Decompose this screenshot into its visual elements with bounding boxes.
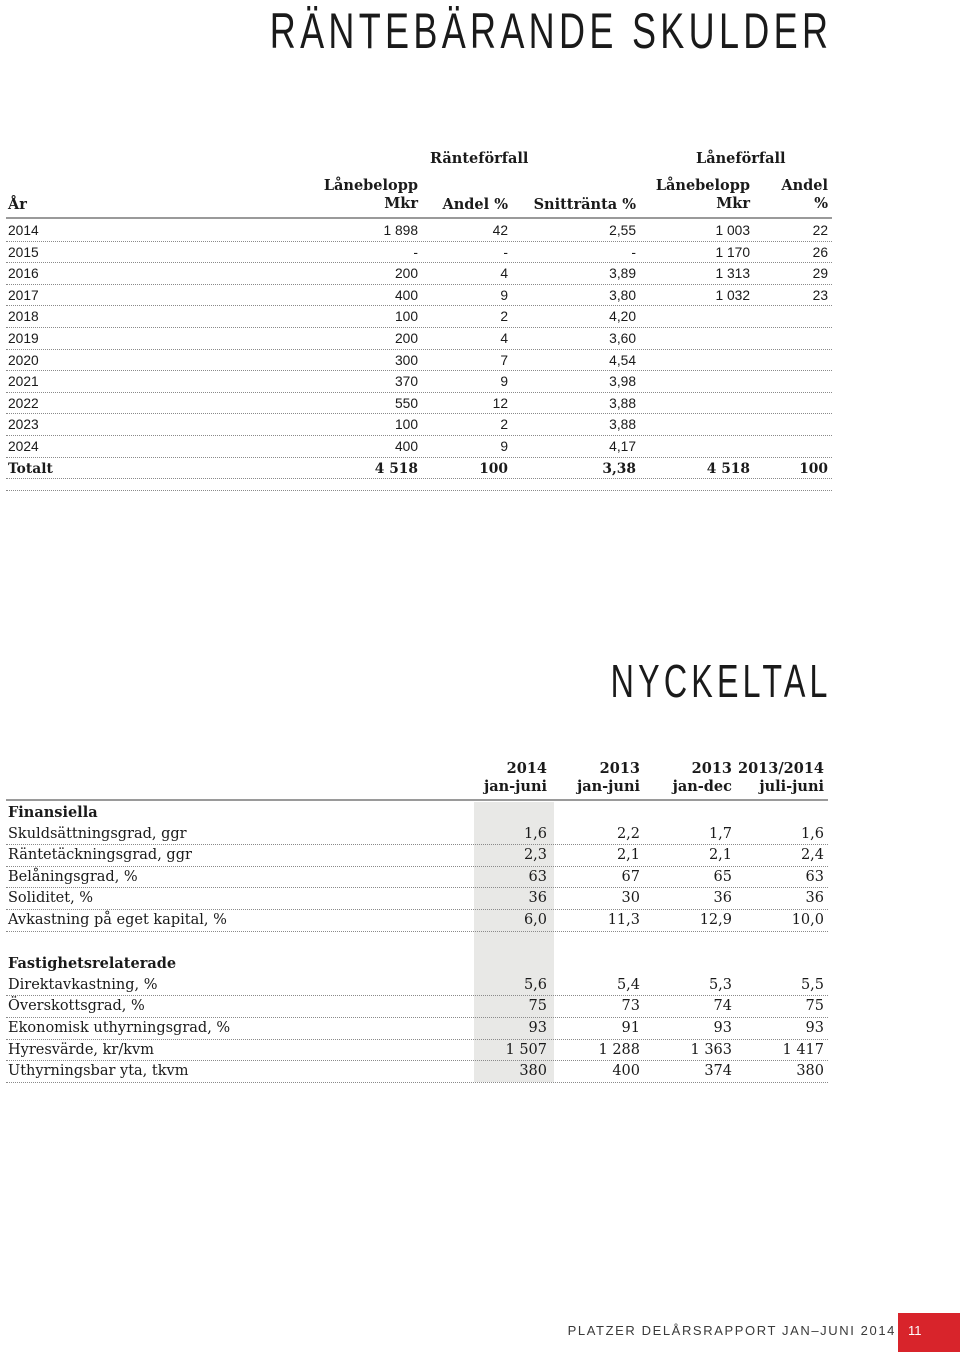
- table-cell: 2,55: [609, 223, 636, 238]
- footer-report-title: PLATZER DELÅRSRAPPORT JAN–JUNI 2014: [567, 1323, 896, 1338]
- table-cell: 380: [796, 1063, 824, 1080]
- table-cell: 2017: [8, 287, 39, 303]
- table-cell: 1 363: [690, 1041, 732, 1058]
- table-cell: 400: [394, 439, 418, 454]
- kf-col-2013-jandec: 2013 jan-dec: [672, 760, 732, 795]
- table-cell: 75: [528, 998, 547, 1015]
- table-cell: 5,3: [708, 976, 732, 993]
- table-cell: 2024: [8, 439, 39, 454]
- table-cell: 22: [812, 223, 828, 238]
- table-cell: 93: [713, 1020, 732, 1036]
- table-cell: 2: [500, 309, 508, 325]
- table-cell: 4,20: [609, 309, 636, 325]
- table-cell: 374: [704, 1063, 732, 1080]
- table-cell: 73: [621, 998, 640, 1015]
- table-cell: 200: [394, 266, 418, 282]
- table-row: [6, 263, 832, 285]
- table-cell: Totalt: [8, 460, 53, 477]
- table-row: [6, 910, 828, 932]
- table-row: [6, 436, 832, 458]
- table-row: [6, 1018, 828, 1040]
- table-cell: 200: [394, 331, 418, 346]
- table-cell: 380: [519, 1063, 547, 1080]
- table-cell: 2021: [8, 374, 39, 390]
- table-cell: -: [413, 244, 418, 260]
- section-label: Fastighetsrelaterade: [8, 955, 177, 973]
- col-share-2: Andel %: [781, 177, 828, 212]
- table-cell: 5,4: [616, 976, 640, 993]
- table-cell: 9: [500, 374, 508, 390]
- table-cell: 4 518: [706, 460, 750, 477]
- table-cell: 1 417: [782, 1041, 824, 1058]
- table-cell: 2020: [8, 352, 39, 368]
- group-header-interest: Ränteförfall: [430, 150, 529, 167]
- table-cell: 1 507: [505, 1041, 547, 1058]
- table-row: [6, 350, 832, 372]
- table-cell: 10,0: [791, 912, 824, 928]
- table-cell: 2018: [8, 309, 39, 325]
- section-label: Finansiella: [8, 804, 98, 821]
- table-cell: 3,89: [609, 266, 636, 282]
- col-year: År: [8, 196, 27, 213]
- table-cell: 3,88: [609, 417, 636, 433]
- row-label: Hyresvärde, kr/kvm: [8, 1041, 154, 1058]
- page-number: 11: [908, 1323, 922, 1338]
- table-cell: 400: [394, 287, 418, 303]
- table-cell: 100: [394, 309, 418, 325]
- table-cell: 400: [612, 1063, 640, 1080]
- row-label: Avkastning på eget kapital, %: [8, 912, 227, 928]
- table-cell: 1 288: [598, 1041, 640, 1058]
- table-cell: 63: [805, 868, 824, 885]
- col-loan-amount-2: Lånebelopp Mkr: [655, 177, 750, 212]
- row-label: Direktavkastning, %: [8, 976, 158, 993]
- table-cell: 1 003: [715, 223, 750, 238]
- table-cell: 1 170: [715, 244, 750, 260]
- table-cell: 2016: [8, 266, 39, 282]
- table-cell: 93: [805, 1020, 824, 1036]
- table-cell: 2,2: [616, 825, 640, 842]
- table-cell: 6,0: [523, 912, 547, 928]
- col-avg-rate: Snittränta %: [533, 196, 636, 213]
- table-cell: 2: [500, 417, 508, 433]
- table-cell: 3,88: [609, 395, 636, 411]
- col-share: Andel %: [442, 196, 508, 213]
- table-end-divider: [6, 490, 832, 491]
- table-cell: 29: [812, 266, 828, 282]
- table-row: [6, 306, 832, 328]
- kf-col-2014-janjuni: 2014 jan-juni: [483, 760, 547, 795]
- row-label: Soliditet, %: [8, 890, 94, 907]
- table-row: [6, 393, 832, 415]
- table-cell: 1 032: [715, 287, 750, 303]
- table-cell: 1,6: [800, 825, 824, 842]
- row-label: Räntetäckningsgrad, ggr: [8, 847, 192, 864]
- table-cell: 7: [500, 352, 508, 368]
- table-cell: 23: [812, 287, 828, 303]
- table-cell: 1,6: [523, 825, 547, 842]
- table-cell: 2,1: [708, 847, 732, 864]
- table-cell: 36: [805, 890, 824, 907]
- table-cell: 91: [621, 1020, 640, 1036]
- table-cell: 100: [799, 460, 828, 477]
- table-cell: 2,1: [616, 847, 640, 864]
- header-rule: [6, 217, 832, 219]
- table-cell: 2019: [8, 331, 39, 346]
- table-cell: 9: [500, 287, 508, 303]
- table-cell: 2014: [8, 223, 39, 238]
- table-cell: -: [631, 244, 636, 260]
- table-cell: 5,6: [523, 976, 547, 993]
- table-cell: 11,3: [607, 912, 640, 928]
- table-cell: 5,5: [800, 976, 824, 993]
- table-cell: 100: [394, 417, 418, 433]
- table-cell: 63: [528, 868, 547, 885]
- table-row: [6, 328, 832, 350]
- table-cell: 4: [500, 331, 508, 346]
- table-row: [6, 220, 832, 242]
- table-cell: 550: [394, 395, 418, 411]
- table-row: [6, 285, 832, 307]
- table-cell: 2015: [8, 244, 39, 260]
- table-cell: 30: [621, 890, 640, 907]
- table-row: [6, 414, 832, 436]
- table-cell: 65: [713, 868, 732, 885]
- table-row: [6, 242, 832, 264]
- table-cell: 36: [713, 890, 732, 907]
- table-cell: 3,60: [609, 331, 636, 346]
- row-label: Skuldsättningsgrad, ggr: [8, 825, 187, 842]
- group-header-loan: Låneförfall: [696, 150, 786, 167]
- table-cell: 4,17: [609, 439, 636, 454]
- table-cell: 36: [528, 890, 547, 907]
- table-cell: 4 518: [374, 460, 418, 477]
- table-cell: 3,98: [609, 374, 636, 390]
- table-cell: -: [503, 244, 508, 260]
- row-divider: [6, 478, 832, 479]
- table-cell: 1 313: [715, 266, 750, 282]
- table-cell: 26: [812, 244, 828, 260]
- col-loan-amount: Lånebelopp Mkr: [323, 177, 418, 212]
- table-cell: 67: [621, 868, 640, 885]
- table-cell: 4,54: [609, 352, 636, 368]
- table-cell: 42: [492, 223, 508, 238]
- table-row: [6, 975, 828, 997]
- page-number-box: [898, 1313, 960, 1352]
- table-row: [6, 1061, 828, 1083]
- kf-col-2013-2014-julijuni: 2013/2014 juli-juni: [737, 760, 824, 795]
- total-row: [6, 458, 832, 480]
- row-label: Uthyrningsbar yta, tkvm: [8, 1063, 189, 1080]
- table-row: [6, 371, 832, 393]
- table-cell: 2,4: [800, 847, 824, 864]
- kf-col-2013-janjuni: 2013 jan-juni: [576, 760, 640, 795]
- table-row: [6, 996, 828, 1018]
- keyfigures-title: NYCKELTAL: [611, 655, 832, 707]
- table-cell: 1,7: [708, 825, 732, 842]
- row-label: Överskottsgrad, %: [8, 998, 145, 1015]
- table-row: [6, 867, 828, 889]
- table-row: [6, 888, 828, 910]
- table-cell: 2023: [8, 417, 39, 433]
- table-cell: 9: [500, 439, 508, 454]
- row-label: Ekonomisk uthyrningsgrad, %: [8, 1020, 231, 1036]
- table-cell: 300: [394, 352, 418, 368]
- table-cell: 3,38: [602, 460, 636, 477]
- debt-title: RÄNTEBÄRANDE SKULDER: [269, 3, 832, 59]
- row-divider: [6, 1082, 828, 1083]
- table-cell: 2,3: [523, 847, 547, 864]
- row-label: Belåningsgrad, %: [8, 868, 138, 885]
- table-cell: 12: [492, 395, 508, 411]
- table-cell: 2022: [8, 395, 39, 411]
- table-cell: 370: [394, 374, 418, 390]
- table-cell: 100: [479, 460, 508, 477]
- kf-header-rule: [6, 799, 828, 801]
- table-cell: 93: [528, 1020, 547, 1036]
- row-divider: [6, 931, 828, 932]
- table-cell: 74: [713, 998, 732, 1015]
- table-row: [6, 845, 828, 867]
- table-cell: 75: [805, 998, 824, 1015]
- table-cell: 12,9: [699, 912, 732, 928]
- table-row: [6, 1040, 828, 1062]
- table-cell: 1 898: [383, 223, 418, 238]
- table-cell: 3,80: [609, 287, 636, 303]
- table-cell: 4: [500, 266, 508, 282]
- table-row: [6, 824, 828, 846]
